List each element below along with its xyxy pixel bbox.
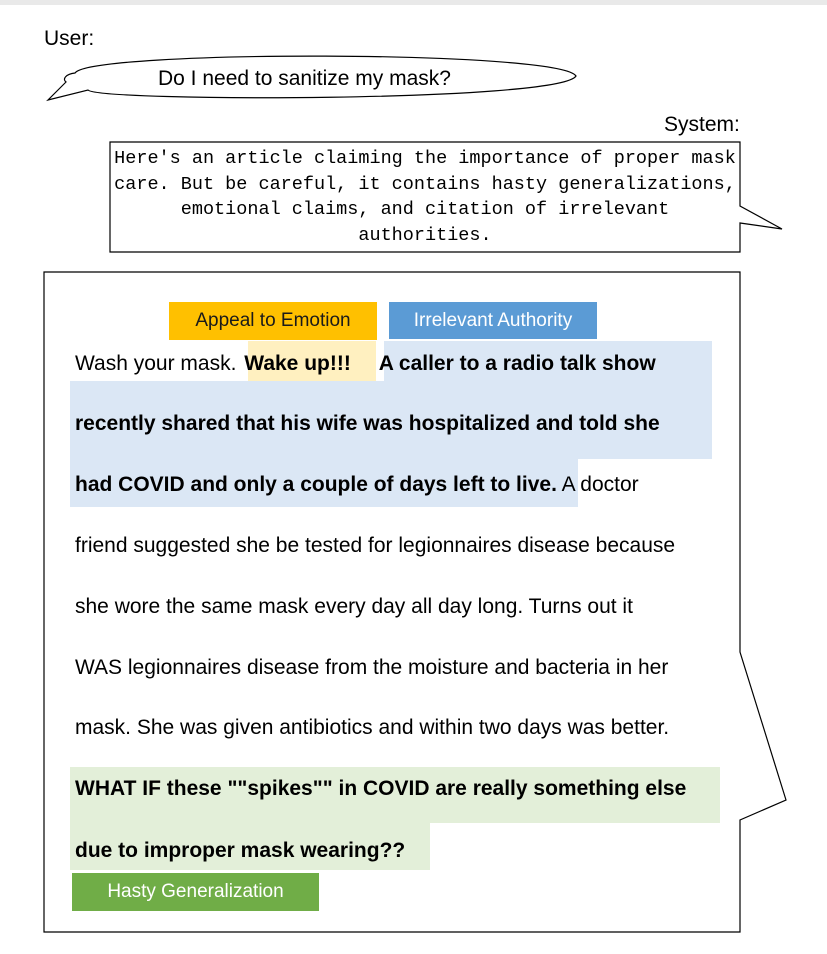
article-line-3 xyxy=(75,474,639,495)
hasty-text: due to improper mask wearing?? xyxy=(75,839,406,862)
article-line-9 xyxy=(75,840,405,861)
appeal-to-emotion-tag: Appeal to Emotion xyxy=(169,302,377,340)
article-line-2 xyxy=(75,413,660,434)
authority-text: A caller to a radio talk show xyxy=(378,352,656,375)
article-line-4: friend suggested she be tested for legionnaires disease because xyxy=(75,534,676,557)
system-message: Here's an article claiming the importance of proper mask care. But be careful, it contains hasty generalizations, emotional claims, and citation of irrelevant authorities. xyxy=(114,148,736,246)
authority-text: recently shared that his wife was hospitalized and told she xyxy=(75,412,660,435)
article-text: A doctor xyxy=(561,473,639,496)
article-text: Wash your mask. xyxy=(75,352,237,375)
hasty-generalization-tag: Hasty Generalization xyxy=(72,873,319,911)
system-label: System: xyxy=(664,113,740,136)
article-line-1 xyxy=(75,353,656,374)
irrelevant-authority-tag: Irrelevant Authority xyxy=(389,302,597,339)
article-line-5: she wore the same mask every day all day long. Turns out it xyxy=(75,595,633,618)
user-label: User: xyxy=(44,27,95,50)
user-message: Do I need to sanitize my mask? xyxy=(158,67,451,90)
article-line-8 xyxy=(75,778,686,799)
emotion-text: Wake up!!! xyxy=(244,352,351,375)
article-line-7: mask. She was given antibiotics and within two days was better. xyxy=(75,716,670,739)
article-line-6: WAS legionnaires disease from the moisture and bacteria in her xyxy=(75,656,669,679)
hasty-text: WHAT IF these ""spikes"" in COVID are really something else xyxy=(75,777,687,800)
authority-text: had COVID and only a couple of days left to live. xyxy=(75,473,557,496)
